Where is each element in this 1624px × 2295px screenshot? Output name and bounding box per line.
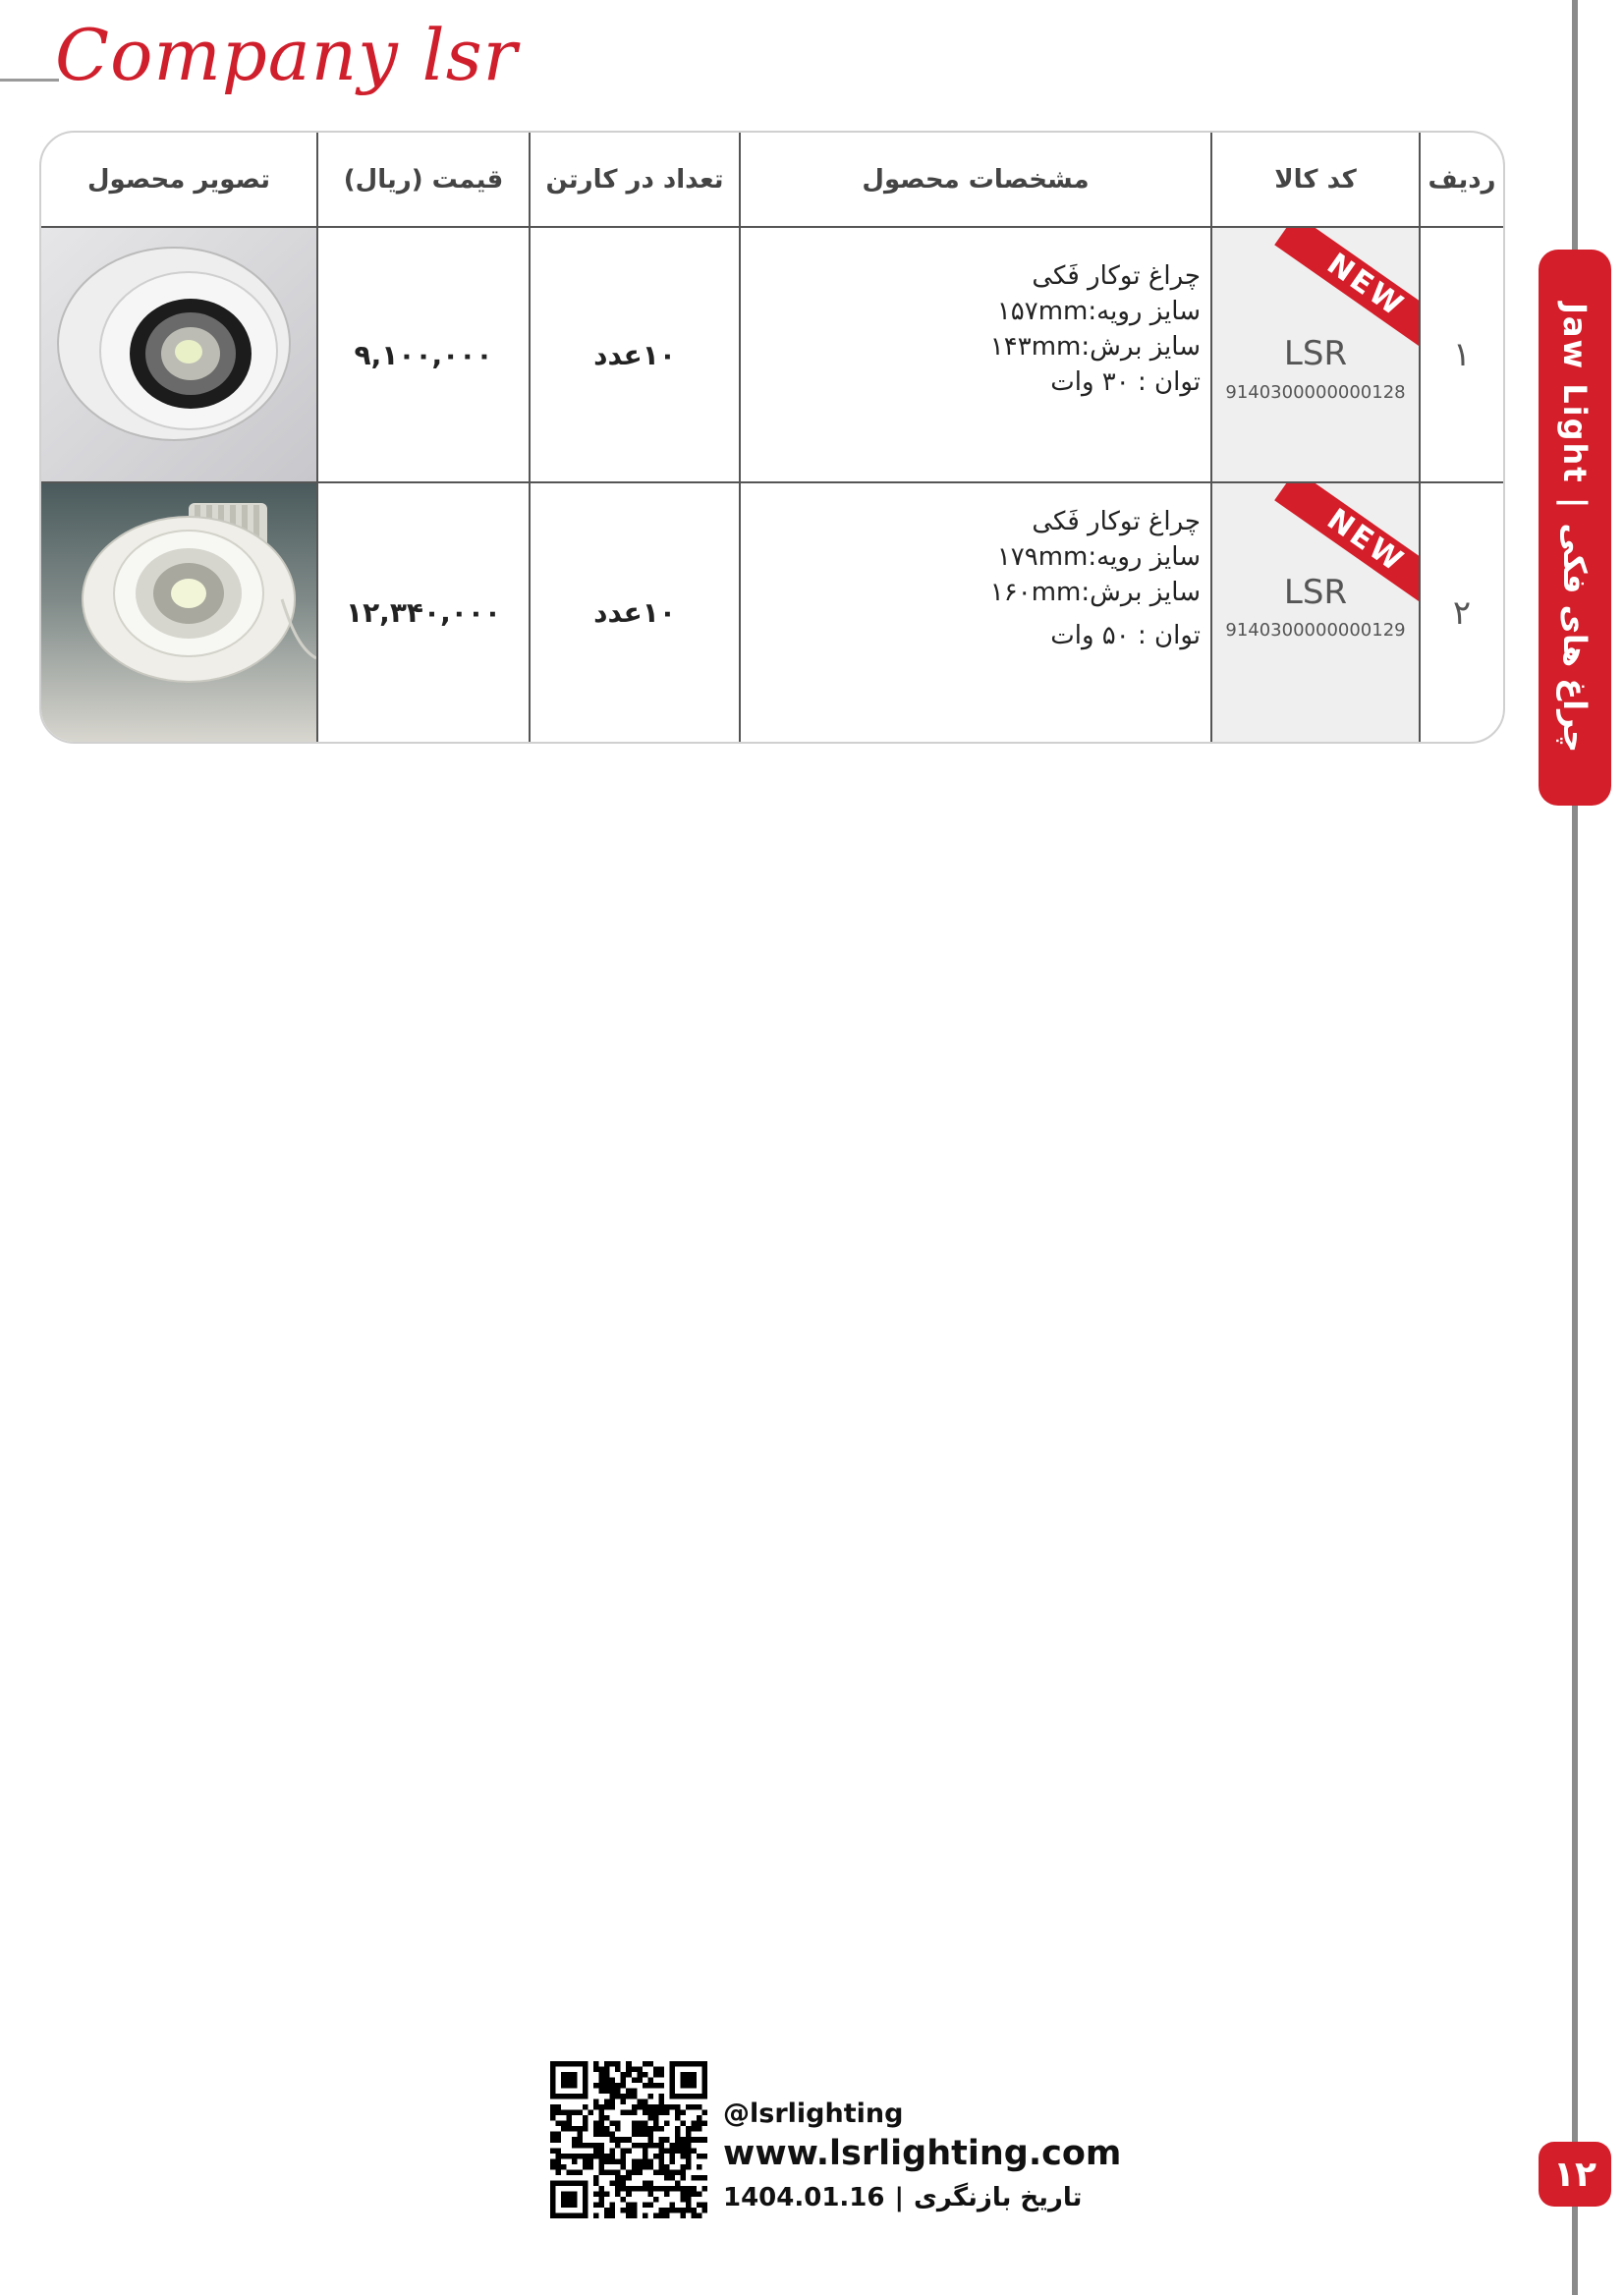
header-carton-qty: تعداد در کارتن (545, 164, 724, 195)
header-image: تصویر محصول (87, 164, 270, 195)
revision-date-value: 1404.01.16 (723, 2183, 885, 2212)
product-code: 9140300000000129 (1225, 620, 1406, 641)
product-price: ۹,۱۰۰,۰۰۰ (354, 338, 493, 371)
jaw-light-photo-1 (41, 228, 316, 481)
product-brand: LSR (1283, 334, 1348, 373)
carton-quantity: ۱۰عدد (593, 338, 676, 371)
website-link[interactable]: www.lsrlighting.com (723, 2134, 1122, 2173)
revision-date-label: تاریخ بازنگری (913, 2183, 1083, 2212)
spec-title: چراغ توکار فَکی (1032, 261, 1201, 291)
new-badge-label: NEW (1274, 483, 1419, 613)
spec-face-size: سایز رویه:۱۷۹mm (996, 542, 1201, 572)
product-photo (41, 228, 316, 481)
spec-cut-size: سایز برش:۱۴۳mm (989, 332, 1201, 362)
header-price: قیمت (ریال) (343, 164, 504, 195)
product-specs (749, 258, 1201, 400)
header-row-number: ردیف (1428, 164, 1496, 195)
new-badge (1212, 483, 1419, 742)
page-number: ۱۲ (1539, 2142, 1611, 2207)
header-rule (0, 79, 59, 82)
date-separator: | (894, 2183, 904, 2212)
carton-quantity: ۱۰عدد (593, 596, 676, 629)
product-photo (41, 483, 316, 742)
product-price: ۱۲,۳۴۰,۰۰۰ (346, 596, 501, 629)
row-number: ۱ (1452, 335, 1472, 374)
header-product-code: کد کالا (1274, 164, 1357, 195)
product-specs (749, 504, 1201, 653)
section-tab-label: Jaw Light | چراغ های فکی (1556, 302, 1594, 754)
spec-face-size: سایز رویه:۱۵۷mm (996, 297, 1201, 326)
row-number: ۲ (1452, 592, 1472, 633)
jaw-light-photo-2 (41, 483, 316, 742)
social-handle[interactable]: @lsrlighting (723, 2099, 904, 2129)
spec-title: چراغ توکار فَکی (1032, 507, 1201, 536)
spec-power: توان : ۳۰ وات (1050, 367, 1201, 397)
product-code: 9140300000000128 (1225, 382, 1406, 403)
section-tab (1539, 250, 1611, 806)
product-table (39, 131, 1505, 744)
product-brand: LSR (1283, 573, 1348, 612)
brand-logo: Company lsr (55, 14, 519, 96)
header-specs: مشخصات محصول (862, 164, 1090, 195)
spec-power: توان : ۵۰ وات (1050, 621, 1201, 650)
revision-date (723, 2183, 1083, 2212)
spec-cut-size: سایز برش:۱۶۰mm (989, 578, 1201, 607)
qr-code[interactable] (550, 2061, 707, 2218)
new-badge-label: NEW (1274, 228, 1419, 358)
